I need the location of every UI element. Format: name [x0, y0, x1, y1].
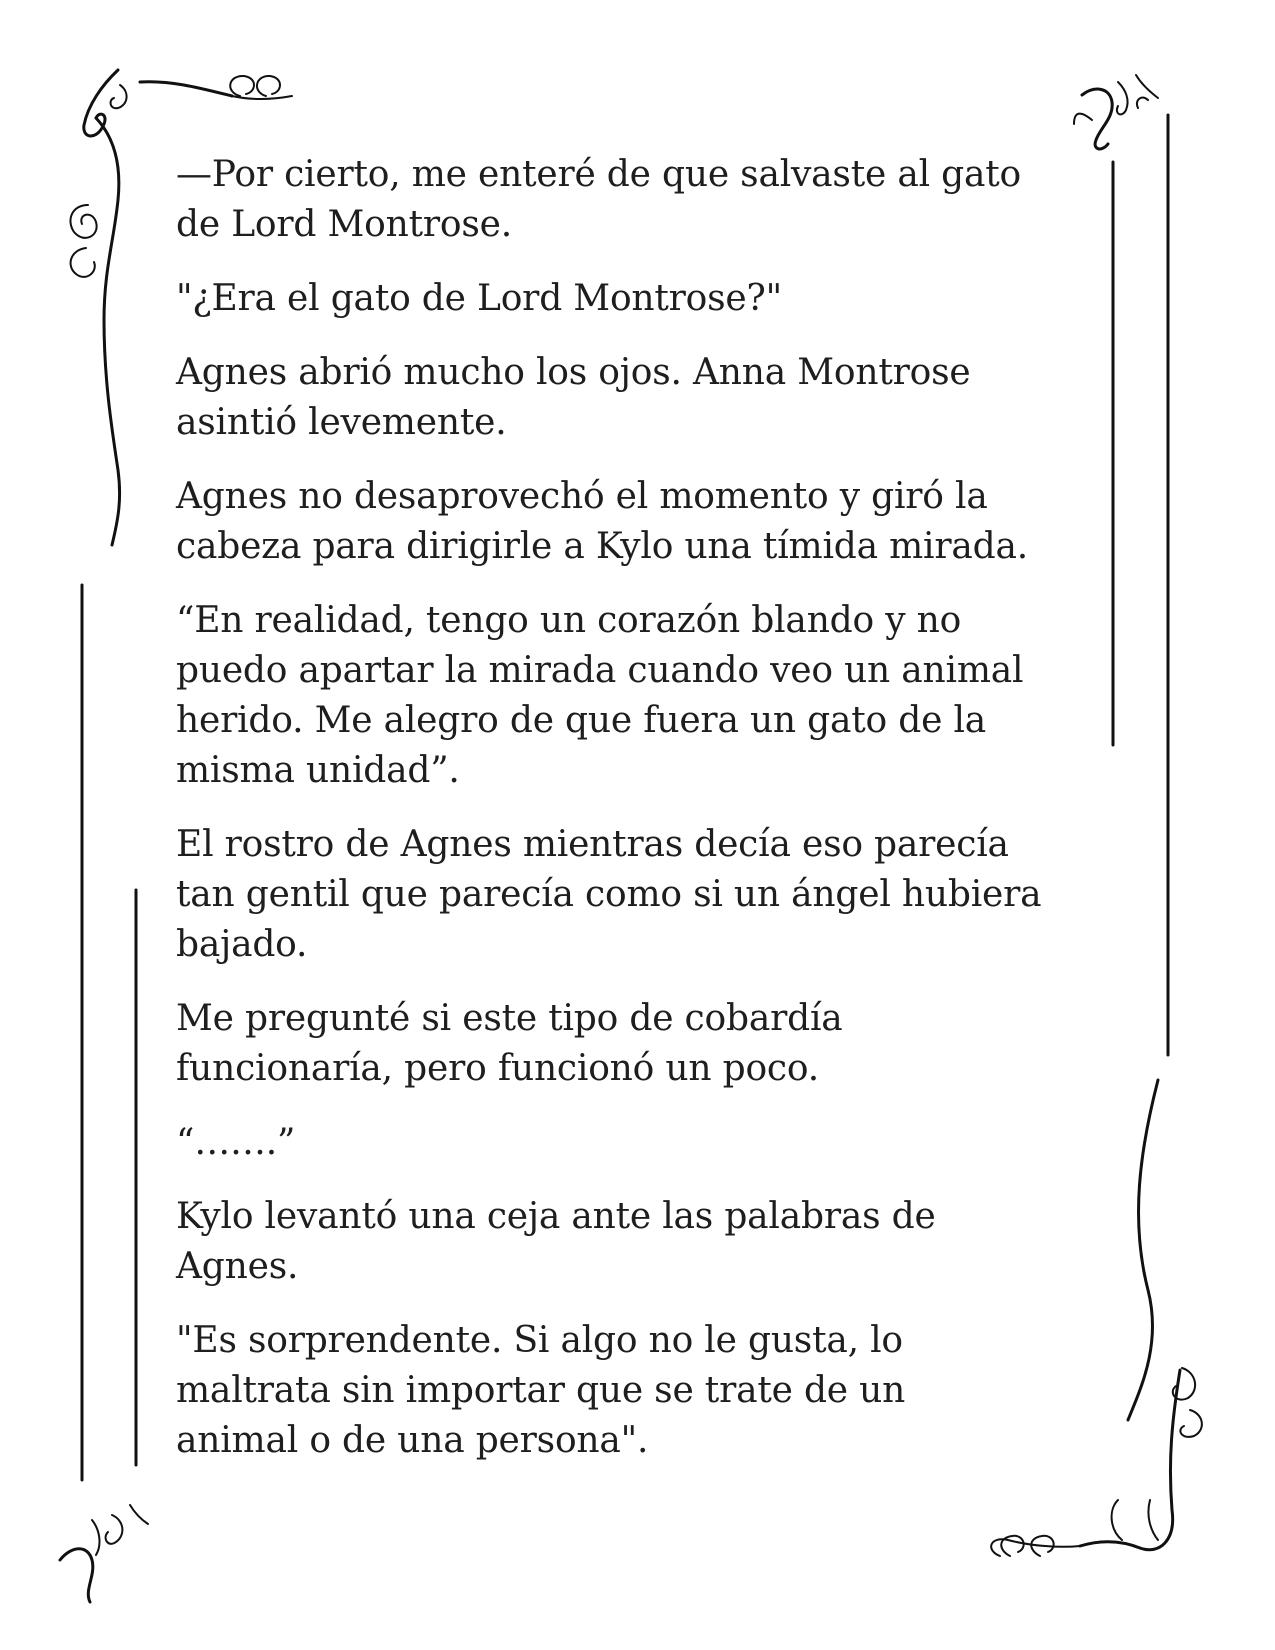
text-line: “…….”: [176, 1122, 296, 1163]
text-line: El rostro de Agnes mientras decía eso parecía: [176, 824, 1009, 865]
paragraph: [176, 472, 1111, 572]
text-line: asintió levemente.: [176, 402, 507, 443]
text-line: "Es sorprendente. Si algo no le gusta, lo: [176, 1320, 903, 1361]
text-line: Kylo levantó una ceja ante las palabras de: [176, 1196, 936, 1237]
paragraph: [176, 820, 1111, 970]
page-body: [176, 150, 1111, 1490]
text-line: funcionaría, pero funcionó un poco.: [176, 1048, 819, 1089]
text-line: de Lord Montrose.: [176, 204, 512, 245]
paragraph: [176, 348, 1111, 448]
text-line: maltrata sin importar que se trate de un: [176, 1370, 906, 1411]
text-line: cabeza para dirigirle a Kylo una tímida mirada.: [176, 526, 1028, 567]
text-line: "¿Era el gato de Lord Montrose?": [176, 278, 782, 319]
paragraph: [176, 1316, 1111, 1466]
paragraph: [176, 150, 1111, 250]
bottom-left-flourish: [60, 1505, 148, 1602]
text-line: Me pregunté si este tipo de cobardía: [176, 998, 843, 1039]
paragraph: [176, 1192, 1111, 1292]
text-line: Agnes no desaprovechó el momento y giró la: [176, 476, 988, 517]
text-line: —Por cierto, me enteré de que salvaste al gato: [176, 154, 1021, 195]
text-line: Agnes abrió mucho los ojos. Anna Montrose: [176, 352, 971, 393]
paragraph: [176, 994, 1111, 1094]
text-line: tan gentil que parecía como si un ángel hubiera: [176, 874, 1042, 915]
text-line: bajado.: [176, 924, 308, 965]
paragraph: [176, 1118, 1111, 1168]
text-line: “En realidad, tengo un corazón blando y no: [176, 600, 962, 641]
paragraph: [176, 274, 1111, 324]
top-right-flourish: [1074, 75, 1158, 149]
paragraph: [176, 596, 1111, 796]
text-line: puedo apartar la mirada cuando veo un animal: [176, 650, 1024, 691]
text-line: Agnes.: [176, 1246, 299, 1287]
text-line: animal o de una persona".: [176, 1420, 649, 1461]
text-line: misma unidad”.: [176, 750, 460, 791]
text-line: herido. Me alegro de que fuera un gato de la: [176, 700, 987, 741]
